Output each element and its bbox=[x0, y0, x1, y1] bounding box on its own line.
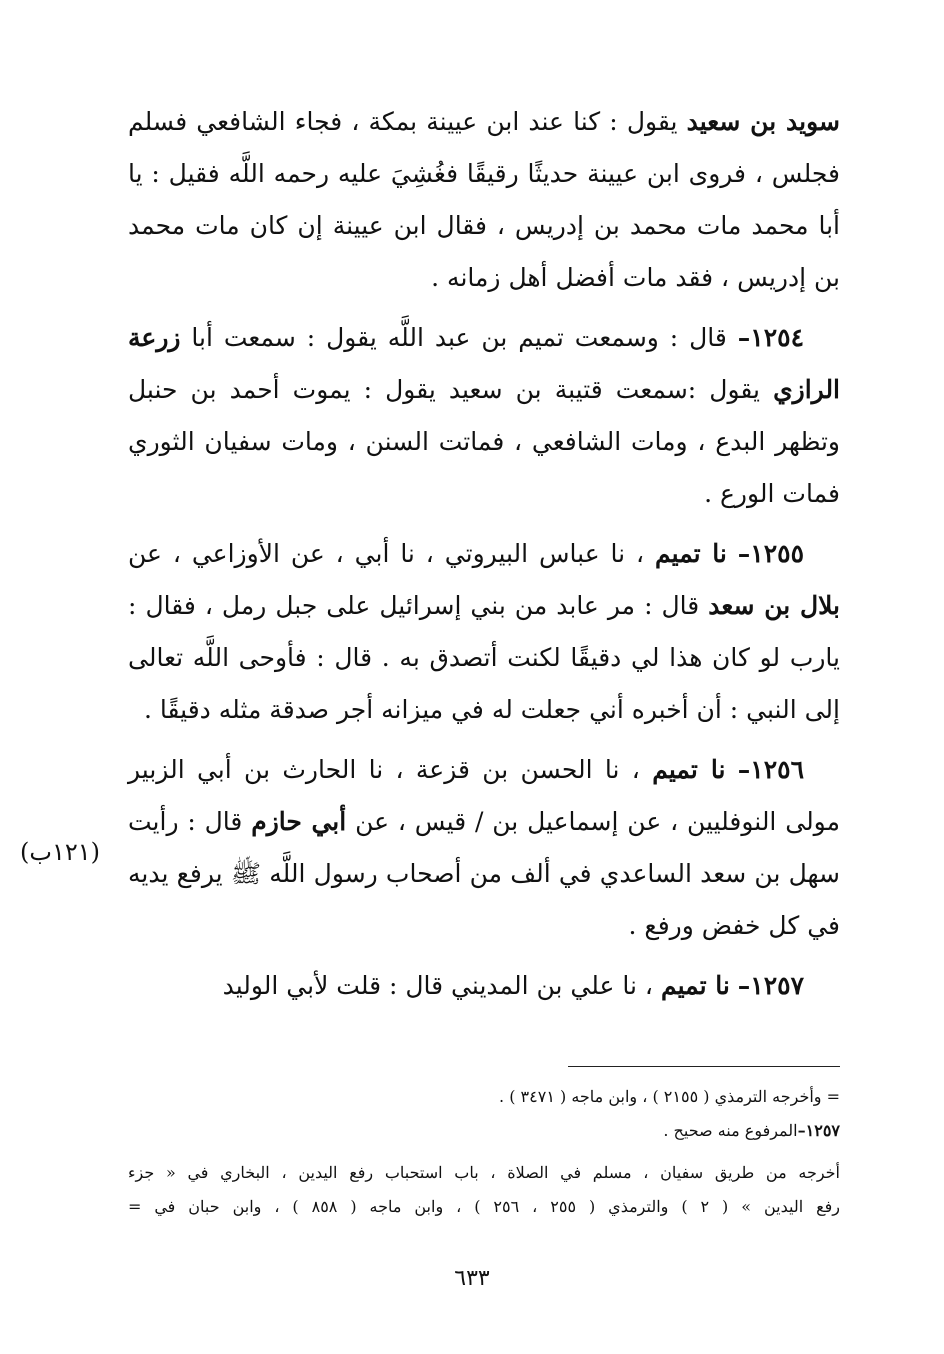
footnote-text: المرفوع منه صحيح . bbox=[663, 1121, 798, 1140]
hadith-number: ١٢٥٦– bbox=[737, 755, 805, 784]
hadith-number: ١٢٥٤– bbox=[737, 323, 804, 352]
paragraph-1254 bbox=[128, 312, 840, 520]
main-text-body bbox=[128, 96, 840, 1012]
paragraph-text: قال : وسمعت تميم بن عبد اللَّه يقول : سمعت أبا bbox=[191, 323, 727, 352]
manuscript-folio-note: (١٢١ب) bbox=[20, 838, 101, 866]
footnotes bbox=[128, 1080, 840, 1224]
paragraph-text: قال : رأيت سهل بن سعد الساعدي في ألف من أصحاب رسول اللَّه ﷺ يرفع يديه في كل خفض ورفع . bbox=[128, 807, 840, 940]
narrator-name: بلال بن سعد bbox=[708, 591, 840, 620]
narrator-name: نا تميم bbox=[655, 539, 727, 568]
paragraph-1257 bbox=[128, 960, 840, 1012]
footnote-line: أخرجه من طريق سفيان ، مسلم في الصلاة ، باب استحباب رفع اليدين ، البخاري في « جزء bbox=[128, 1163, 840, 1182]
hadith-number: ١٢٥٧– bbox=[737, 971, 804, 1000]
footnote-divider bbox=[568, 1066, 840, 1067]
footnote-line bbox=[128, 1114, 840, 1148]
page-number: ٦٣٣ bbox=[454, 1266, 490, 1291]
narrator-name: نا تميم bbox=[660, 971, 730, 1000]
paragraph-text: قال : مر عابد من بني إسرائيل على جبل رمل ، فقال : يارب لو كان هذا لي دقيقًا لكنت أتصدق به . قال : فأوحى اللَّه تعالى إلى النبي : أن أخبره أني جعلت له في ميزانه أجر صدقة مثله دقيقًا . bbox=[128, 591, 840, 724]
paragraph-text: يقول :سمعت قتيبة بن سعيد يقول : يموت أحمد بن حنبل وتظهر البدع ، ومات الشافعي ، فماتت السنن ، ومات سفيان الثوري فمات الورع . bbox=[128, 375, 840, 508]
narrator-name: أبي حازم bbox=[251, 807, 347, 836]
narrator-name: سويد بن سعيد bbox=[686, 107, 840, 136]
paragraph-1255 bbox=[128, 528, 840, 736]
hadith-number: ١٢٥٥– bbox=[737, 539, 804, 568]
paragraph-text: ، نا علي بن المديني قال : قلت لأبي الوليد bbox=[222, 971, 653, 1000]
footnote-line: رفع اليدين » ( ٢ ) والترمذي ( ٢٥٥ ، ٢٥٦ ) ، وابن ماجه ( ٨٥٨ ) ، وابن حبان في = bbox=[128, 1197, 840, 1216]
paragraph-1 bbox=[128, 96, 840, 304]
paragraph-text: ، نا الحسن بن قزعة ، نا الحارث بن أبي الزبير مولى النوفليين ، عن إسماعيل بن / قيس ، عن bbox=[128, 755, 840, 836]
footnote-line: = وأخرجه الترمذي ( ٢١٥٥ ) ، وابن ماجه ( ٣٤٧١ ) . bbox=[499, 1087, 840, 1106]
paragraph-text: يقول : كنا عند ابن عيينة بمكة ، فجاء الشافعي فسلم فجلس ، فروى ابن عيينة حديثًا رقيقًا فغُشِيَ عليه رحمه اللَّه فقيل : يا أبا محمد مات محمد بن إدريس ، فقال ابن عيينة إن كان مات محمد بن إدريس ، فقد مات أفضل أهل زمانه . bbox=[128, 107, 840, 292]
footnote-number: ١٢٥٧– bbox=[797, 1121, 840, 1140]
paragraph-text: ، نا عباس البيروتي ، نا أبي ، عن الأوزاعي ، عن bbox=[128, 539, 645, 568]
narrator-name: نا تميم bbox=[652, 755, 726, 784]
paragraph-1256 bbox=[128, 744, 840, 952]
narrator-name: زرعة الرازي bbox=[128, 323, 841, 404]
